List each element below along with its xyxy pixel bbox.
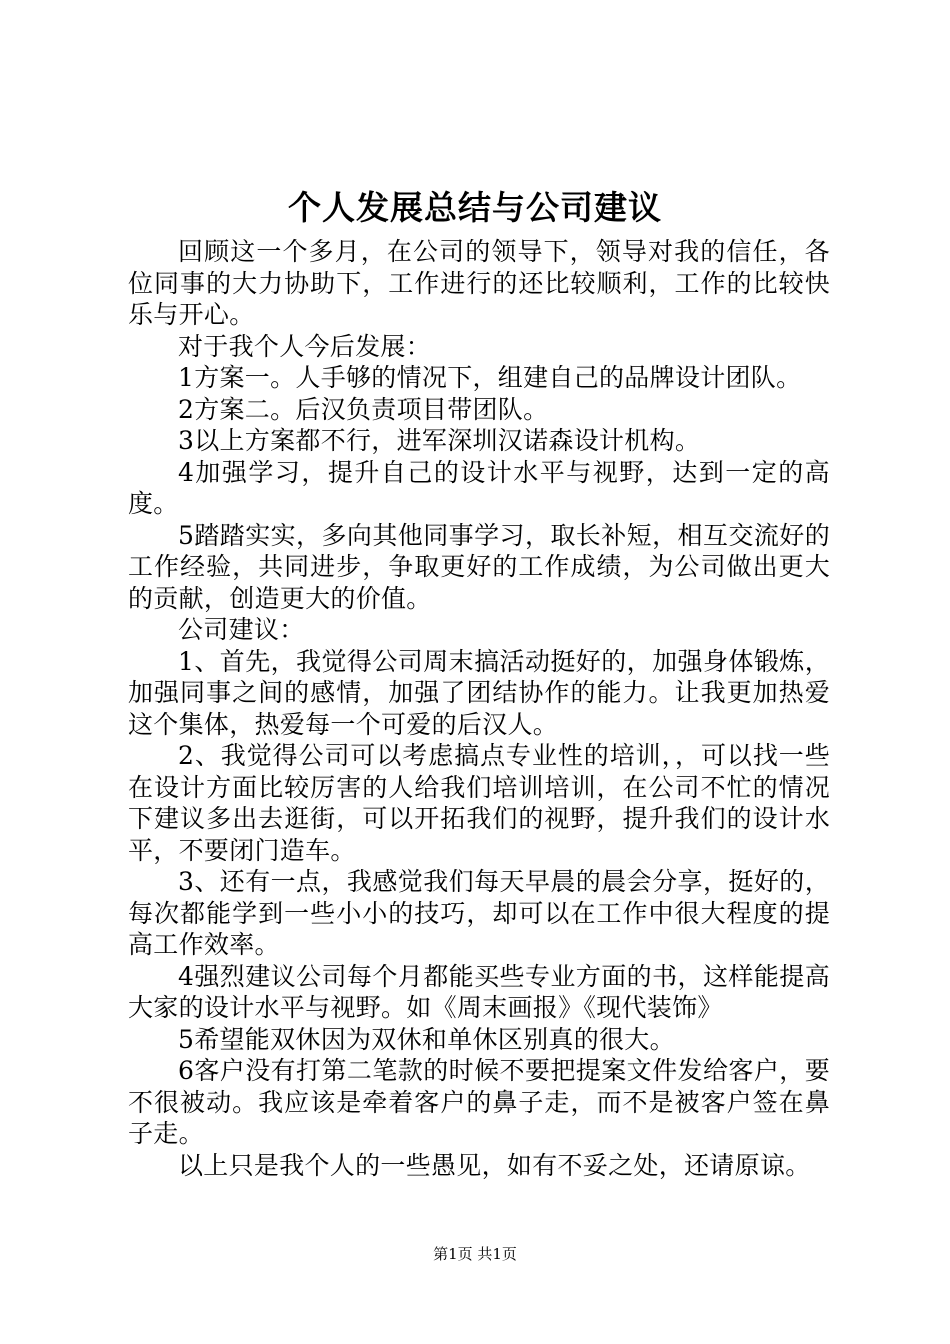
paragraph: 5希望能双休因为双休和单休区别真的很大。 [178, 1024, 675, 1054]
paragraph: 6客户没有打第二笔款的时候不要把提案文件发给客户，要不很被动。我应该是牵着客户的鼻子走，而不是被客户签在鼻子走。 [128, 1056, 830, 1148]
paragraph: 1、首先，我觉得公司周末搞活动挺好的，加强身体锻炼，加强同事之间的感情，加强了团结协作的能力。让我更加热爱这个集体，热爱每一个可爱的后汉人。 [128, 646, 830, 739]
document-title: 个人发展总结与公司建议 [288, 188, 662, 227]
paragraph: 4加强学习，提升自己的设计水平与视野，达到一定的高度。 [128, 457, 830, 518]
paragraph: 2、我觉得公司可以考虑搞点专业性的培训，，可以找一些在设计方面比较厉害的人给我们培训培训，在公司不忙的情况下建议多出去逛街，可以开拓我们的视野，提升我们的设计水平，不要闭门造车。 [128, 741, 830, 865]
document-body [128, 236, 830, 1181]
paragraph: 3以上方案都不行，进军深圳汉诺森设计机构。 [178, 426, 701, 455]
paragraph: 以上只是我个人的一些愚见，如有不妥之处，还请原谅。 [178, 1150, 811, 1180]
paragraph: 2方案二。后汉负责项目带团队。 [178, 394, 549, 424]
page-number-footer: 第1页 共1页 [433, 1245, 517, 1263]
paragraph: 对于我个人今后发展： [178, 331, 432, 361]
paragraph: 5踏踏实实，多向其他同事学习，取长补短，相互交流好的工作经验，共同进步，争取更好的工作成绩，为公司做出更大的贡献，创造更大的价值。 [128, 520, 830, 613]
paragraph: 回顾这一个多月，在公司的领导下，领导对我的信任，各位同事的大力协助下，工作进行的还比较顺利，工作的比较快乐与开心。 [128, 237, 830, 329]
paragraph: 1方案一。人手够的情况下，组建自己的品牌设计团队。 [178, 363, 802, 392]
paragraph: 4强烈建议公司每个月都能买些专业方面的书，这样能提高大家的设计水平与视野。如《周末画报》《现代装饰》 [128, 961, 830, 1022]
paragraph: 3、还有一点，我感觉我们每天早晨的晨会分享，挺好的，每次都能学到一些小小的技巧，却可以在工作中很大程度的提高工作效率。 [128, 867, 830, 959]
paragraph: 公司建议： [178, 615, 305, 644]
